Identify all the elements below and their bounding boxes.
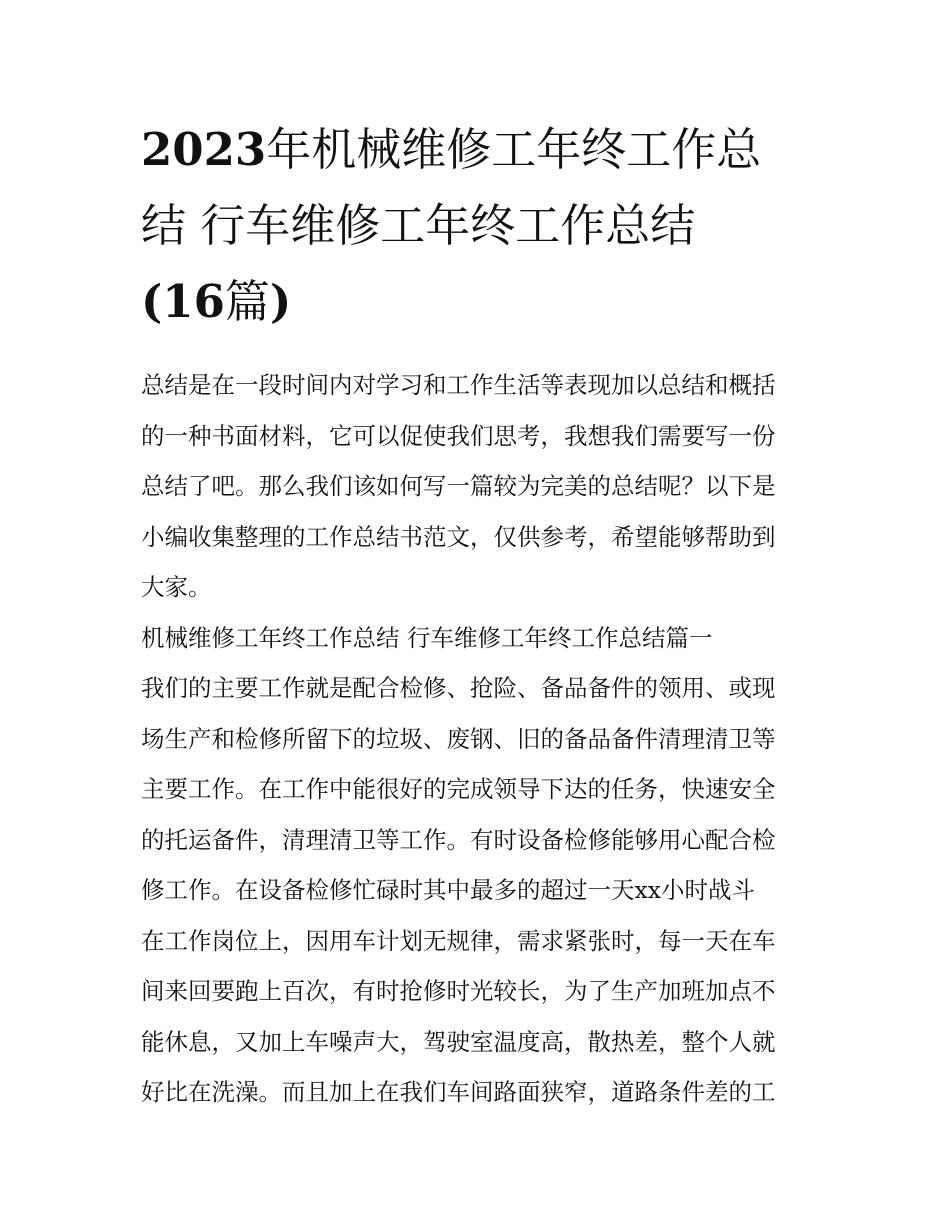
title-count-close: ) (269, 275, 292, 328)
title-line-3 (141, 264, 813, 340)
body-line: 能休息，又加上车噪声大，驾驶室温度高，散热差，整个人就 (141, 1027, 776, 1056)
intro-line: 大家。 (141, 573, 212, 601)
document-content (141, 112, 813, 1118)
section-heading: 机械维修工年终工作总结 行车维修工年终工作总结篇一 (141, 623, 713, 652)
intro-line: 总结了吧。那么我们该如何写一篇较为完美的总结呢？以下是 (141, 472, 776, 500)
title-count-open: (16 (141, 275, 225, 328)
body-line: 间来回要跑上百次，有时抢修时光较长，为了生产加班加点不 (141, 977, 776, 1005)
body-line: 修工作。在设备检修忙碌时其中最多的超过一天xx小时战斗 (141, 876, 756, 904)
title-year: 2023 (141, 123, 267, 176)
body-paragraph (141, 663, 813, 1118)
body-line: 场生产和检修所留下的垃圾、废钢、旧的备品备件清理清卫等 (141, 724, 776, 753)
title-line-2: 结 行车维修工年终工作总结 (141, 199, 696, 252)
title-count-unit: 篇 (224, 275, 270, 328)
title-line-1 (141, 112, 813, 188)
intro-line: 的一种书面材料，它可以促使我们思考，我想我们需要写一份 (141, 421, 776, 450)
title-line-1-text: 年机械维修工年终工作总 (266, 123, 762, 176)
body-line: 我们的主要工作就是配合检修、抢险、备品备件的领用、或现 (141, 674, 776, 702)
body-line: 的托运备件，清理清卫等工作。有时设备检修能够用心配合检 (141, 825, 776, 854)
document-title (141, 112, 813, 340)
intro-line: 小编收集整理的工作总结书范文，仅供参考，希望能够帮助到 (141, 522, 776, 551)
intro-line: 总结是在一段时间内对学习和工作生活等表现加以总结和概括 (141, 371, 776, 399)
body-line: 好比在洗澡。而且加上在我们车间路面狭窄，道路条件差的工 (141, 1078, 776, 1106)
intro-paragraph (141, 360, 813, 613)
body-line: 在工作岗位上，因用车计划无规律，需求紧张时，每一天在车 (141, 926, 776, 955)
body-line: 主要工作。在工作中能很好的完成领导下达的任务，快速安全 (141, 775, 776, 803)
